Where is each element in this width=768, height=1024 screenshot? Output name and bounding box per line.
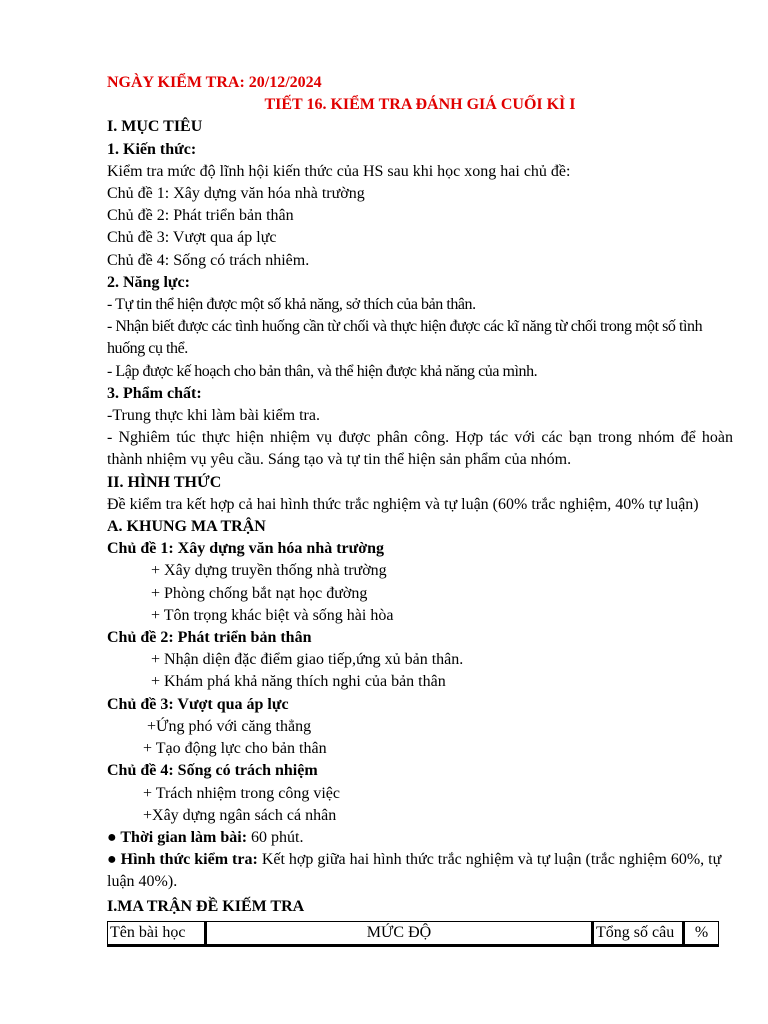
framework-topic-item: +Ứng phó với căng thẳng bbox=[147, 717, 312, 735]
framework-topic-item: + Trách nhiệm trong công việc bbox=[143, 784, 340, 802]
competence-item: - Nhận biết được các tình huống cần từ chối và thực hiện được các kĩ năng từ chối trong một số tình huống cụ thể. bbox=[107, 318, 703, 358]
competence-item: - Tự tin thể hiện được một số khả năng, sở thích của bản thân. bbox=[107, 296, 476, 314]
col-percent: % bbox=[684, 921, 719, 945]
framework-heading: A. KHUNG MA TRẬN bbox=[107, 518, 266, 536]
knowledge-topic: Chủ đề 3: Vượt qua áp lực bbox=[107, 229, 277, 247]
form-text: Đề kiểm tra kết hợp cả hai hình thức trắc nghiệm và tự luận (60% trắc nghiệm, 40% tự luận) bbox=[107, 495, 699, 513]
document-page bbox=[107, 72, 733, 947]
framework-topic-item: + Nhận diện đặc điểm giao tiếp,ứng xủ bản thân. bbox=[151, 651, 464, 669]
framework-topic-item: + Tạo động lực cho bản thân bbox=[143, 740, 327, 758]
exam-matrix-table bbox=[107, 921, 719, 947]
col-lesson-name: Tên bài học bbox=[108, 921, 206, 945]
format-label: ● Hình thức kiểm tra: bbox=[107, 851, 258, 869]
duration-line bbox=[107, 827, 733, 849]
lesson-title: TIẾT 16. KIỂM TRA ĐÁNH GIÁ CUỐI KÌ I bbox=[264, 96, 576, 114]
table-header-row bbox=[108, 921, 719, 945]
exam-date: NGÀY KIỂM TRA: 20/12/2024 bbox=[107, 74, 322, 91]
framework-topic-title: Chủ đề 1: Xây dựng văn hóa nhà trường bbox=[107, 540, 385, 558]
duration-value: 60 phút. bbox=[247, 828, 304, 846]
framework-topic-item: +Xây dựng ngân sách cá nhân bbox=[143, 806, 337, 824]
qualities-item: -Trung thực khi làm bài kiểm tra. bbox=[107, 407, 320, 425]
col-level: MỨC ĐỘ bbox=[206, 921, 593, 945]
framework-topic-item: + Xây dựng truyền thống nhà trường bbox=[151, 562, 387, 580]
competence-heading: 2. Năng lực: bbox=[107, 273, 190, 291]
objectives-heading: I. MỤC TIÊU bbox=[107, 118, 203, 136]
framework-topic-item: + Khám phá khả năng thích nghi của bản thân bbox=[151, 673, 446, 691]
framework-topic-item: + Phòng chống bắt nạt học đường bbox=[151, 584, 368, 602]
knowledge-topic: Chủ đề 2: Phát triển bản thân bbox=[107, 207, 294, 225]
qualities-item: - Nghiêm túc thực hiện nhiệm vụ được phân công. Hợp tác với các bạn trong nhóm để hoàn thành nhiệm vụ yêu cầu. Sáng tạo và tự tin thể hiện sản phẩm của nhóm. bbox=[107, 429, 733, 469]
col-total-questions: Tổng số câu bbox=[593, 921, 684, 945]
knowledge-heading: 1. Kiến thức: bbox=[107, 140, 197, 158]
knowledge-intro: Kiểm tra mức độ lĩnh hội kiến thức của HS sau khi học xong hai chủ đề: bbox=[107, 162, 571, 180]
format-line bbox=[107, 849, 733, 893]
framework-topic-title: Chủ đề 2: Phát triển bản thân bbox=[107, 629, 312, 647]
framework-topic-item: + Tôn trọng khác biệt và sống hài hòa bbox=[151, 606, 394, 624]
form-heading: II. HÌNH THỨC bbox=[107, 473, 222, 491]
knowledge-topic: Chủ đề 1: Xây dựng văn hóa nhà trường bbox=[107, 185, 365, 203]
duration-label: ● Thời gian làm bài: bbox=[107, 828, 248, 846]
knowledge-topic: Chủ đề 4: Sống có trách nhiêm. bbox=[107, 251, 310, 269]
framework-topic-title: Chủ đề 3: Vượt qua áp lực bbox=[107, 695, 289, 713]
qualities-heading: 3. Phẩm chất: bbox=[107, 384, 202, 402]
competence-item: - Lập được kế hoạch cho bản thân, và thể hiện được khả năng của mình. bbox=[107, 362, 538, 380]
format-value: Kết hợp giữa hai hình thức trắc nghiệm và tự luận (trắc nghiệm 60%, tự luận 40%). bbox=[107, 851, 722, 891]
framework-topic-title: Chủ đề 4: Sống có trách nhiệm bbox=[107, 762, 318, 780]
matrix-heading: I.MA TRẬN ĐỀ KIẾM TRA bbox=[107, 897, 305, 915]
